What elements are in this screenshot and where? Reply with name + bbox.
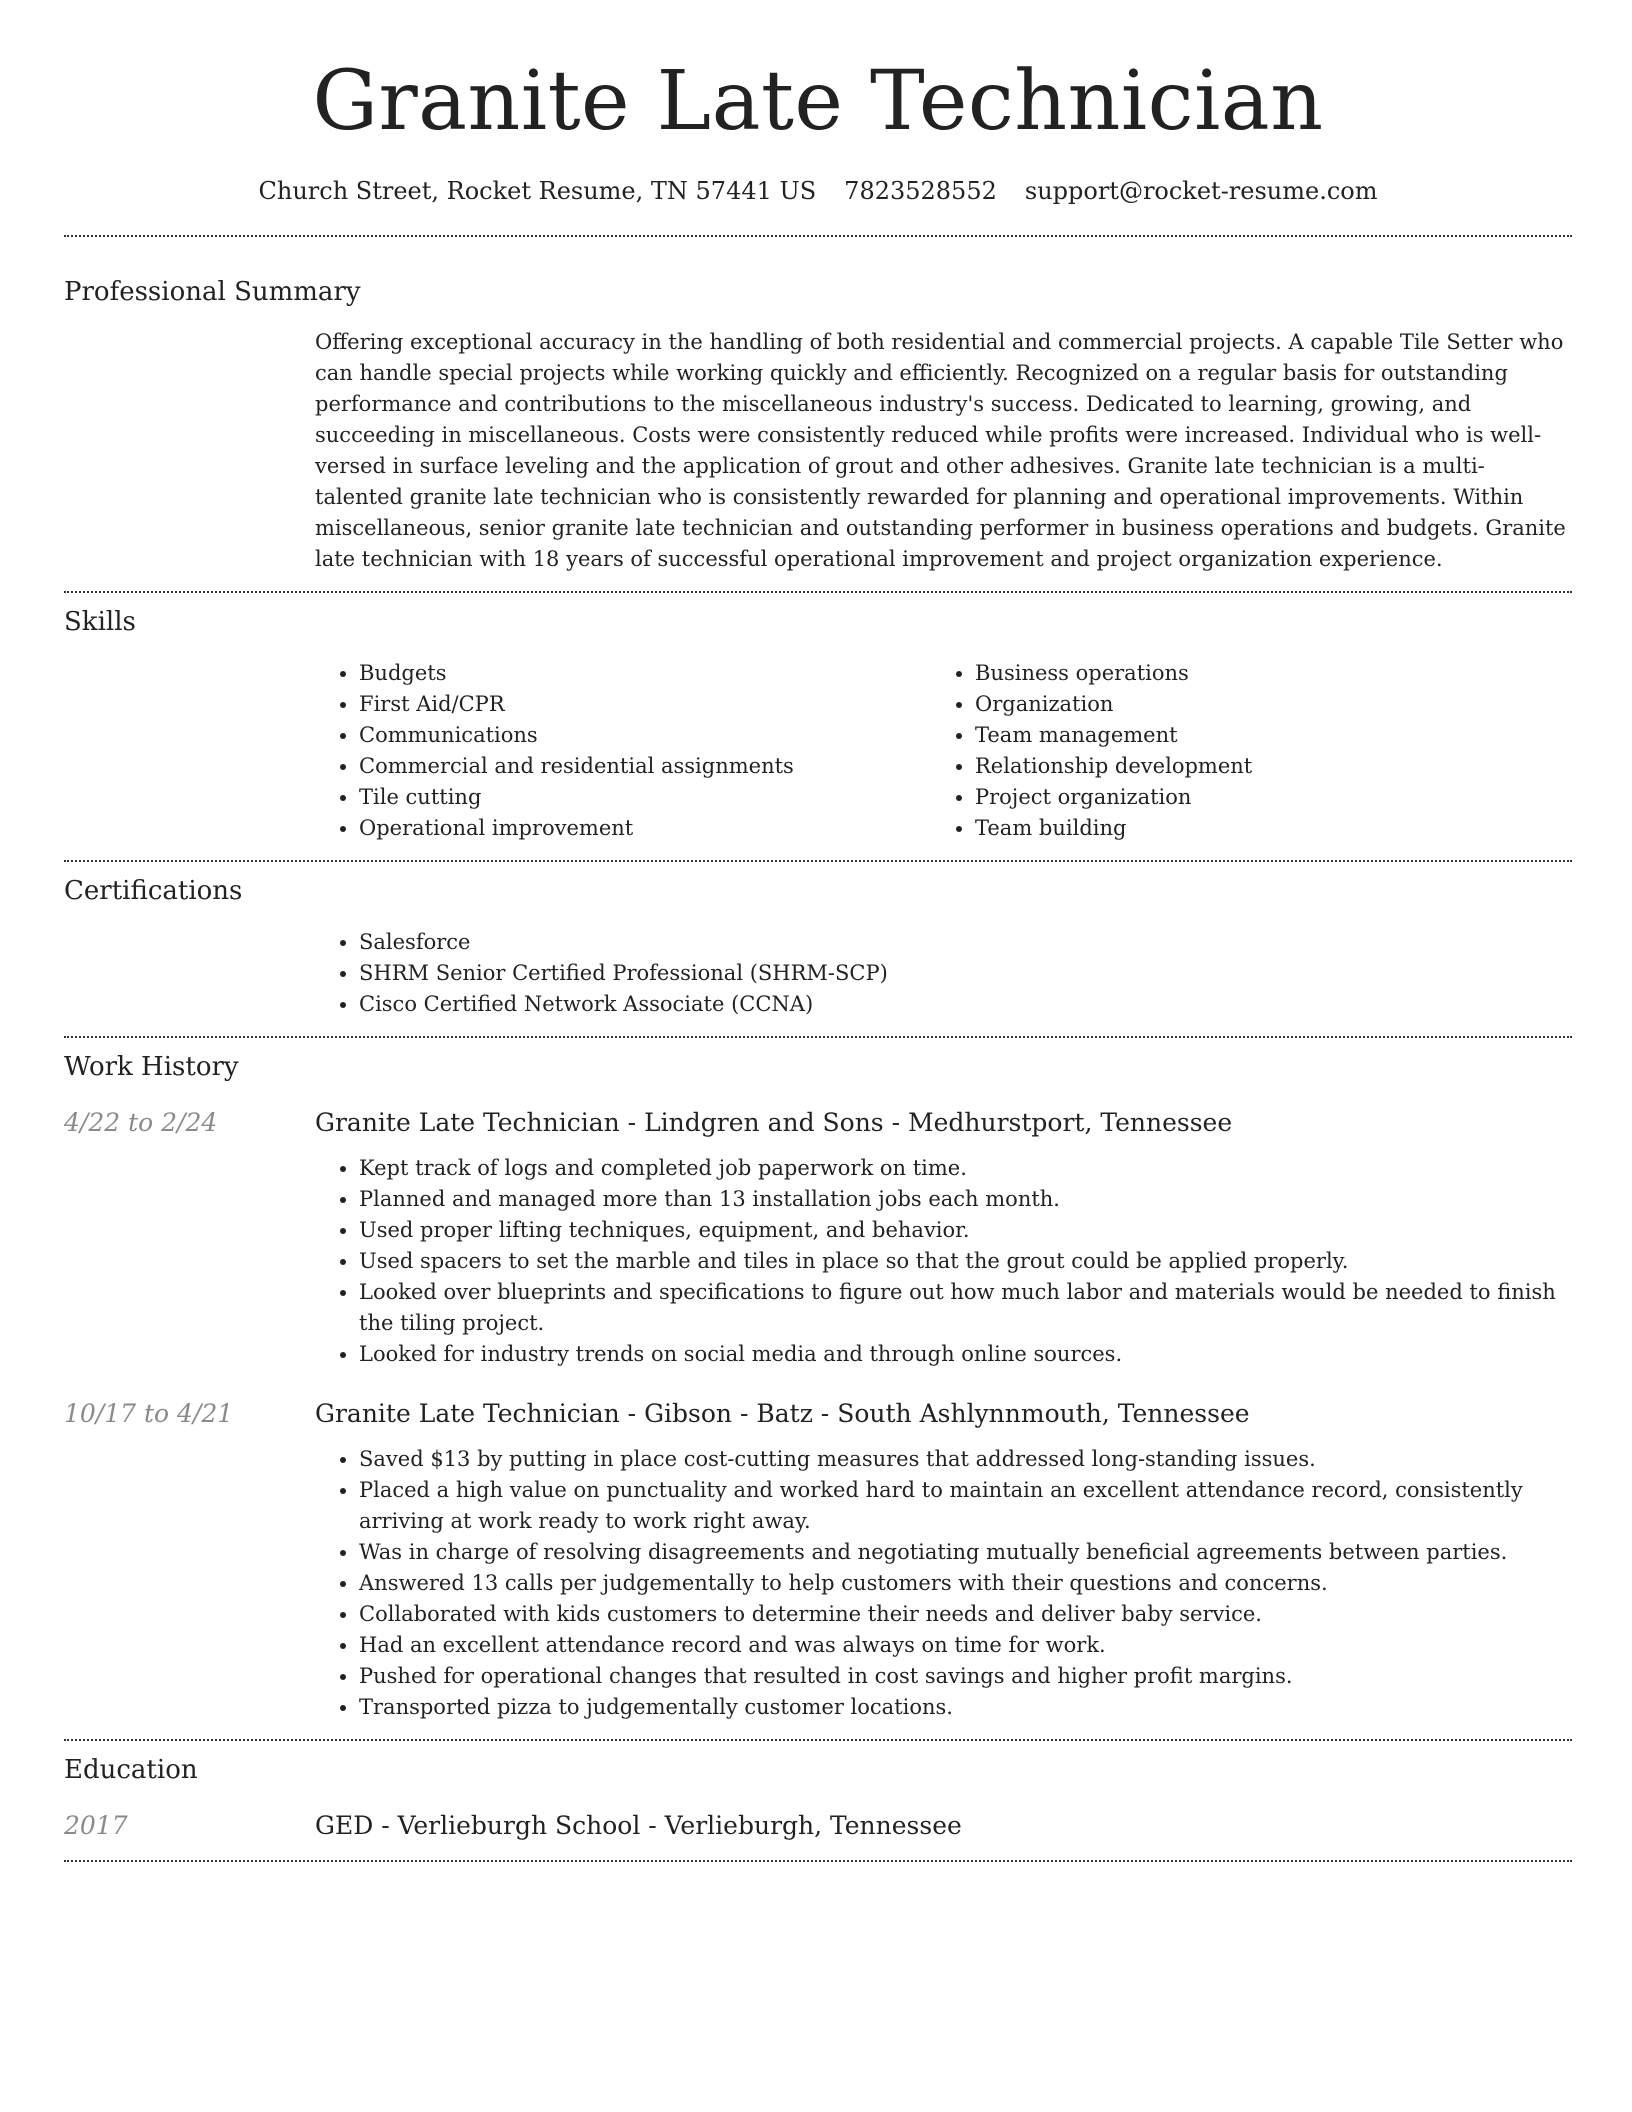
certification-item: • Cisco Certified Network Associate (CCNA) [359, 989, 1572, 1020]
phone: 7823528552 [844, 177, 997, 205]
section-title-education: Education [64, 1755, 198, 1785]
skill-item: • Team building [975, 813, 1547, 844]
job-bullet: • Answered 13 calls per judgementally to help customers with their questions and concerns. [359, 1568, 1572, 1599]
job-bullet: • Placed a high value on punctuality and worked hard to maintain an excellent attendance record, consistently arriving at work ready to work right away. [359, 1475, 1572, 1537]
skill-item: • Organization [975, 689, 1547, 720]
job-entry [64, 1105, 1572, 1370]
job-bullet: • Kept track of logs and completed job paperwork on time. [359, 1153, 1572, 1184]
certification-item: • Salesforce [359, 927, 1572, 958]
job-title: Granite Late Technician - Gibson - Batz - South Ashlynnmouth, Tennessee [315, 1399, 1250, 1428]
section-title-certifications: Certifications [64, 876, 243, 906]
job-bullet: • Pushed for operational changes that resulted in cost savings and higher profit margins. [359, 1661, 1572, 1692]
education-section [64, 1741, 1572, 1844]
job-bullet: • Looked for industry trends on social media and through online sources. [359, 1339, 1572, 1370]
education-entry: GED - Verlieburgh School - Verlieburgh, Tennessee [315, 1811, 962, 1840]
address: Church Street, Rocket Resume, TN 57441 US [258, 177, 817, 205]
summary-text: Offering exceptional accuracy in the handling of both residential and commercial projects. A capable Tile Setter who can handle special projects while working quickly and efficiently. Recognized on a regular basis for outstanding performance and contributions to the miscellaneous industry's success. Dedicated to learning, growing, and succeeding in miscellaneous. Costs were consistently reduced while profits were increased. Individual who is well-versed in surface leveling and the application of grout and other adhesives. Granite late technician is a multi-talented granite late technician who is consistently rewarded for planning and operational improvements. Within miscellaneous, senior granite late technician and outstanding performer in business operations and budgets. Granite late technician with 18 years of successful operational improvement and project organization experience. [315, 330, 1566, 571]
email: support@rocket-resume.com [1024, 177, 1378, 205]
skill-item: • Budgets [359, 658, 931, 689]
job-bullet: • Was in charge of resolving disagreements and negotiating mutually beneficial agreements between parties. [359, 1537, 1572, 1568]
section-title-work: Work History [64, 1052, 239, 1082]
job-title: Granite Late Technician - Lindgren and Sons - Medhurstport, Tennessee [315, 1108, 1233, 1137]
skill-item: • First Aid/CPR [359, 689, 931, 720]
certifications-section [64, 862, 1572, 1020]
skills-column-left [315, 658, 931, 844]
work-history-section [64, 1038, 1572, 1723]
job-bullet: • Saved $13 by putting in place cost-cutting measures that addressed long-standing issues. [359, 1444, 1572, 1475]
job-dates: 4/22 to 2/24 [64, 1108, 218, 1137]
skills-section [64, 593, 1572, 844]
job-dates: 10/17 to 4/21 [64, 1399, 234, 1428]
skill-item: • Operational improvement [359, 813, 931, 844]
certification-item: • SHRM Senior Certified Professional (SHRM-SCP) [359, 958, 1572, 989]
skill-item: • Communications [359, 720, 931, 751]
skill-item: • Commercial and residential assignments [359, 751, 931, 782]
job-bullet: • Collaborated with kids customers to determine their needs and deliver baby service. [359, 1599, 1572, 1630]
resume-page [64, 0, 1572, 1862]
job-bullet: • Planned and managed more than 13 installation jobs each month. [359, 1184, 1572, 1215]
contact-line [64, 174, 1572, 208]
summary-section [64, 237, 1572, 575]
skill-item: • Team management [975, 720, 1547, 751]
job-bullet: • Had an excellent attendance record and was always on time for work. [359, 1630, 1572, 1661]
job-bullet: • Used proper lifting techniques, equipment, and behavior. [359, 1215, 1572, 1246]
candidate-name: Granite Late Technician [312, 54, 1324, 149]
skills-column-right [931, 658, 1547, 844]
section-title-summary: Professional Summary [64, 277, 361, 307]
education-year: 2017 [64, 1811, 128, 1840]
job-bullet: • Used spacers to set the marble and tiles in place so that the grout could be applied properly. [359, 1246, 1572, 1277]
job-bullet: • Transported pizza to judgementally customer locations. [359, 1692, 1572, 1723]
skill-item: • Tile cutting [359, 782, 931, 813]
job-entry [64, 1396, 1572, 1723]
job-bullet: • Looked over blueprints and specifications to figure out how much labor and materials would be needed to finish the tiling project. [359, 1277, 1572, 1339]
skill-item: • Project organization [975, 782, 1547, 813]
divider [64, 1860, 1572, 1862]
skill-item: • Business operations [975, 658, 1547, 689]
skill-item: • Relationship development [975, 751, 1547, 782]
section-title-skills: Skills [64, 607, 136, 637]
